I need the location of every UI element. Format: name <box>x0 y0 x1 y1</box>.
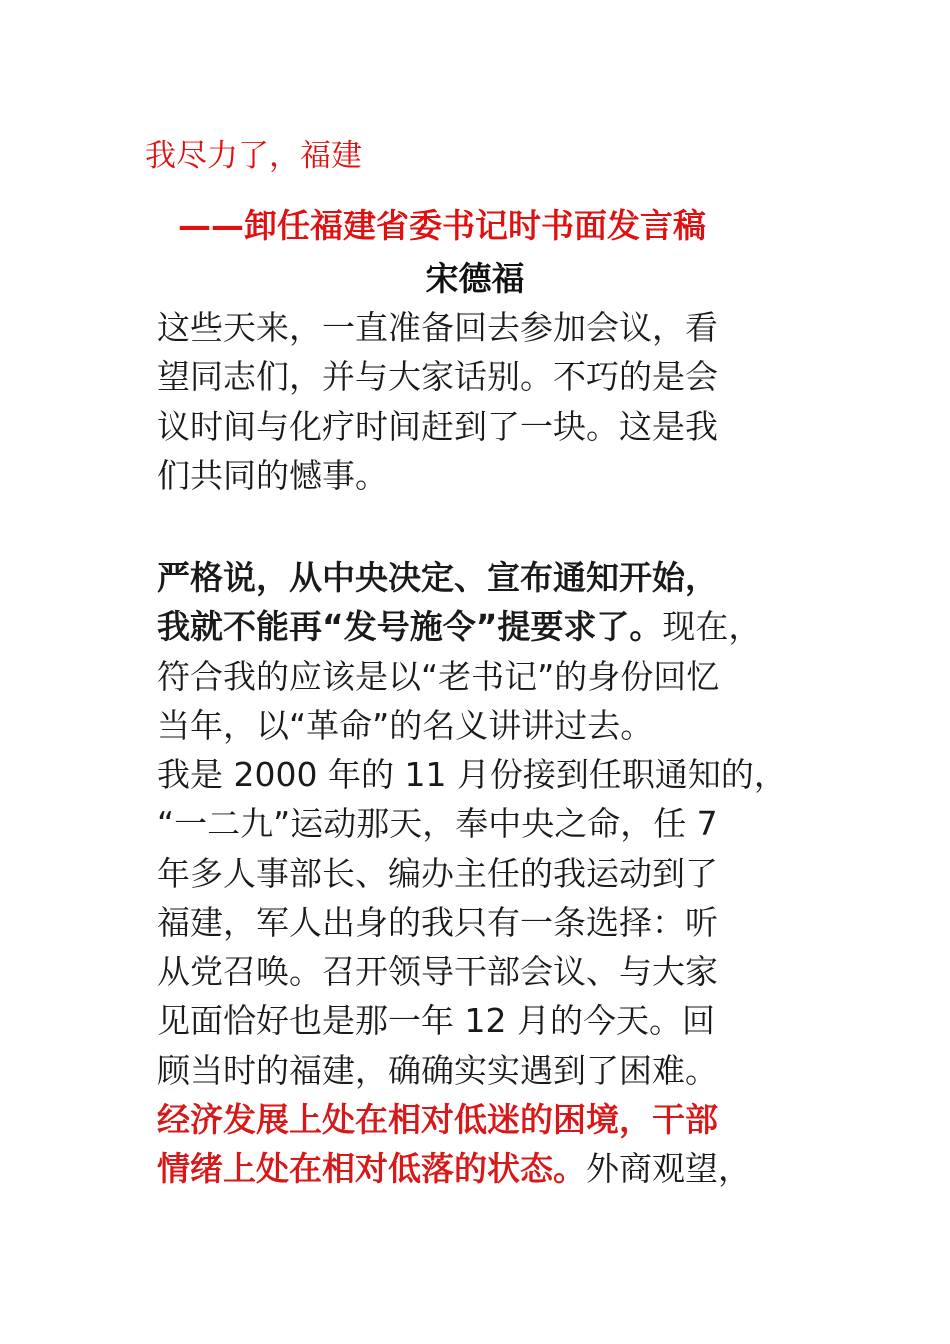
highlighted-sentence-end: 情绪上处在相对低落的状态。 <box>157 1149 586 1189</box>
paragraph-line: “一二九”运动那天，奉中央之命，任 7 <box>157 804 718 844</box>
paragraph-line: 从党召唤。召开领导干部会议、与大家 <box>157 952 718 992</box>
paragraph-3 <box>157 750 787 1194</box>
paragraph-line: 福建，军人出身的我只有一条选择：听 <box>157 902 718 942</box>
paragraph-2 <box>157 553 761 750</box>
highlighted-line: 经济发展上处在相对低迷的困境，干部 <box>157 1100 718 1140</box>
document-subtitle: ——卸任福建省委书记时书面发言稿 <box>178 206 706 245</box>
paragraph-line: 见面恰好也是那一年 12 月的今天。回 <box>157 1001 715 1041</box>
paragraph-line: 顾当时的福建，确确实实遇到了困难。 <box>157 1050 718 1090</box>
bold-sentence-line: 严格说，从中央决定、宣布通知开始， <box>157 558 718 597</box>
paragraph-line: 我是 2000 年的 11 月份接到任职通知的， <box>157 755 787 794</box>
paragraph-line <box>157 602 761 651</box>
paragraph-line: 年多人事部长、编办主任的我运动到了 <box>157 853 718 893</box>
document-author: 宋德福 <box>425 259 525 298</box>
paragraph-line: 望同志们，并与大家话别。不巧的是会 <box>157 357 718 397</box>
paragraph-1 <box>157 303 718 500</box>
paragraph-line: 符合我的应该是以“老书记”的身份回忆 <box>157 656 720 696</box>
document-title: 我尽力了，福建 <box>145 138 362 174</box>
paragraph-text: 外商观望， <box>586 1149 751 1189</box>
paragraph-line <box>157 1144 787 1193</box>
paragraph-text: 现在， <box>662 607 762 647</box>
paragraph-line: 们共同的憾事。 <box>157 455 388 495</box>
paragraph-line: 议时间与化疗时间赶到了一块。这是我 <box>157 406 718 446</box>
bold-sentence-end: 我就不能再“发号施令”提要求了。 <box>157 607 663 647</box>
paragraph-line: 这些天来，一直准备回去参加会议，看 <box>157 308 718 347</box>
paragraph-line: 当年，以“革命”的名义讲讲过去。 <box>157 705 654 745</box>
